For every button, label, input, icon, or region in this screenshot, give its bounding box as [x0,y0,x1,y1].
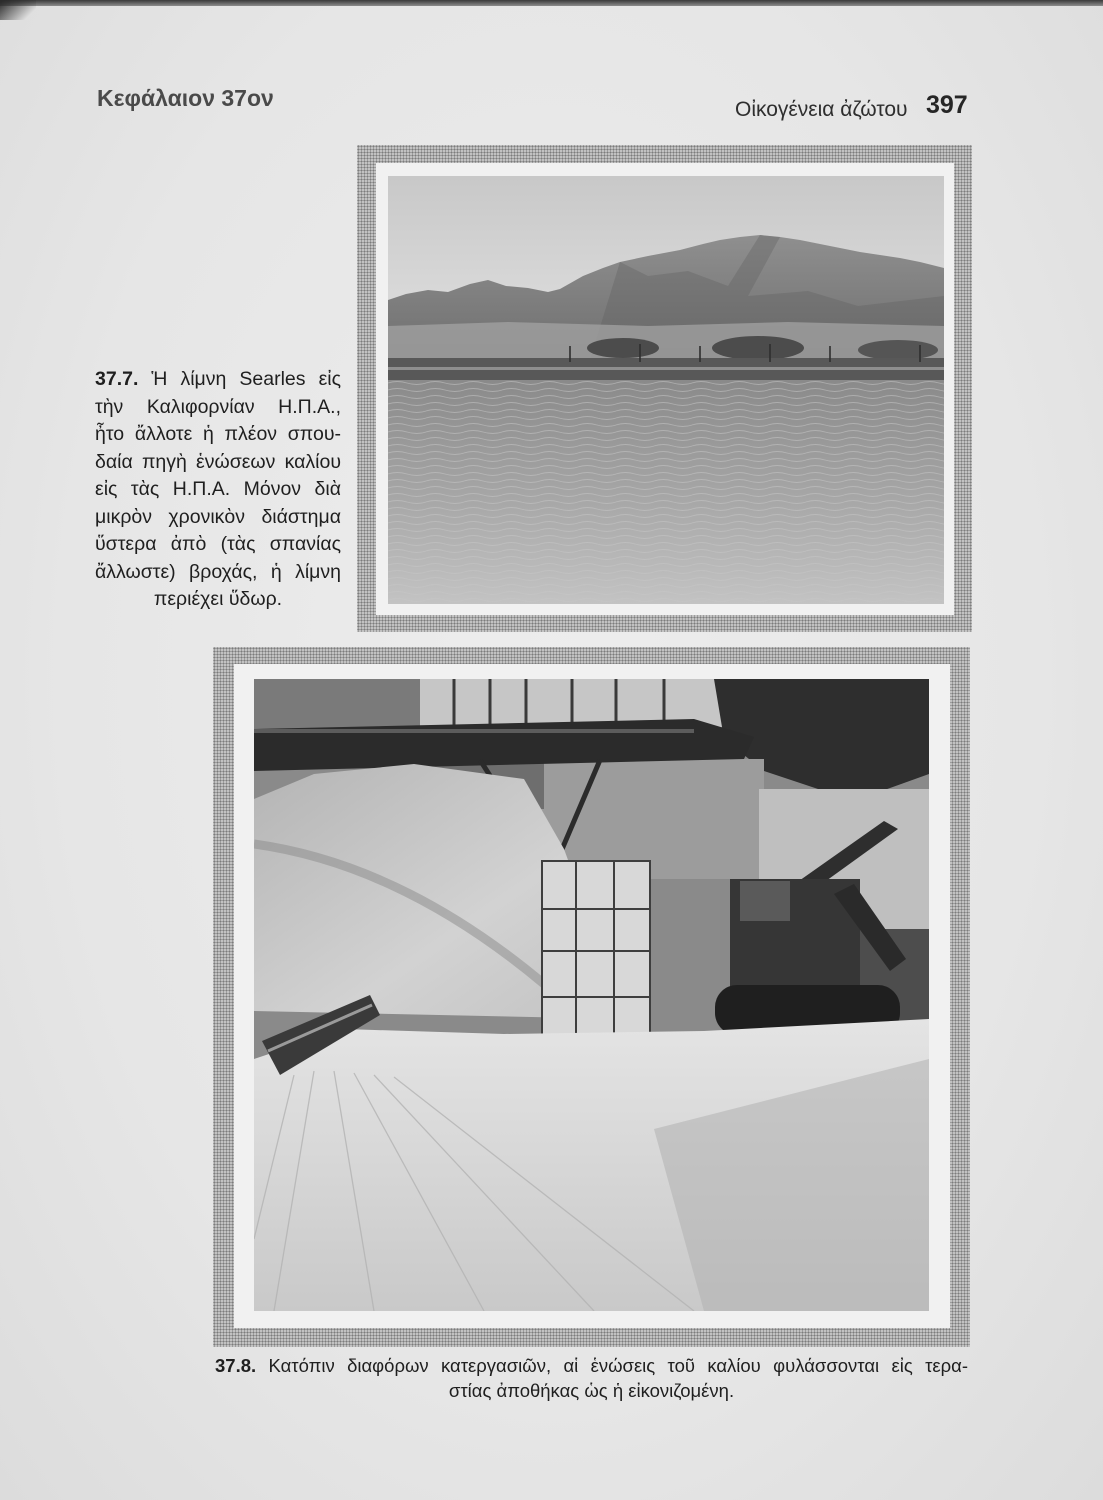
figure-2-photo [254,679,929,1311]
caption-line: δαία πηγὴ ἑνώσεων καλίου [95,450,341,473]
caption-line [95,366,341,394]
caption-line: ἄλλωστε) βροχάς, ἡ λίμνη [95,560,341,583]
figure-number: 37.7. [95,368,139,390]
excavator-cab [740,881,790,921]
figure-number: 37.8. [215,1355,257,1376]
caption-line: ἦτο ἄλλοτε ἡ πλέον σπου- [95,423,341,445]
scan-corner-shadow [0,0,36,20]
caption-line: στίας ἀποθήκας ὡς ἡ εἰκονιζομένη. [448,1380,735,1401]
shoreline-highlight [388,367,944,370]
figure-1-caption [95,366,341,614]
scaffold-tower [542,861,650,1049]
running-head-chapter: Κεφάλαιον 37ον [97,85,274,111]
scan-top-edge [0,0,1103,6]
caption-line: εἰς τὰς Η.Π.Α. Μόνον διὰ [95,478,341,500]
lake-photo [388,176,944,604]
dark-mound [858,340,938,360]
water-ripples [388,380,944,604]
caption-line: μικρὸν χρονικὸν διάστημα [95,505,341,528]
page-number: 397 [926,91,968,119]
conveyor-highlight [254,729,694,733]
running-head-section: Οἰκογένεια ἀζώτου [735,98,908,121]
caption-line: τὴν Καλιφορνίαν Η.Π.Α., [95,395,341,418]
dark-mound [712,336,804,360]
caption-line: περιέχει ὕδωρ. [153,588,283,610]
caption-line: ὕστερα ἀπὸ (τὰς σπανίας [95,533,341,555]
scaffold-frame [542,861,650,1049]
caption-line [215,1353,968,1378]
dark-mound [587,338,659,358]
figure-1-photo [388,176,944,604]
caption-text: Ἡ λίμνη Searles εἰς [151,368,341,390]
caption-text: Κατόπιν διαφόρων κατεργασιῶν, αἱ ἑνώσεις τοῦ καλίου φυλάσσονται εἰς τερα- [268,1355,968,1376]
storage-photo [254,679,929,1311]
foothills [388,322,944,362]
figure-2-caption [215,1353,968,1403]
